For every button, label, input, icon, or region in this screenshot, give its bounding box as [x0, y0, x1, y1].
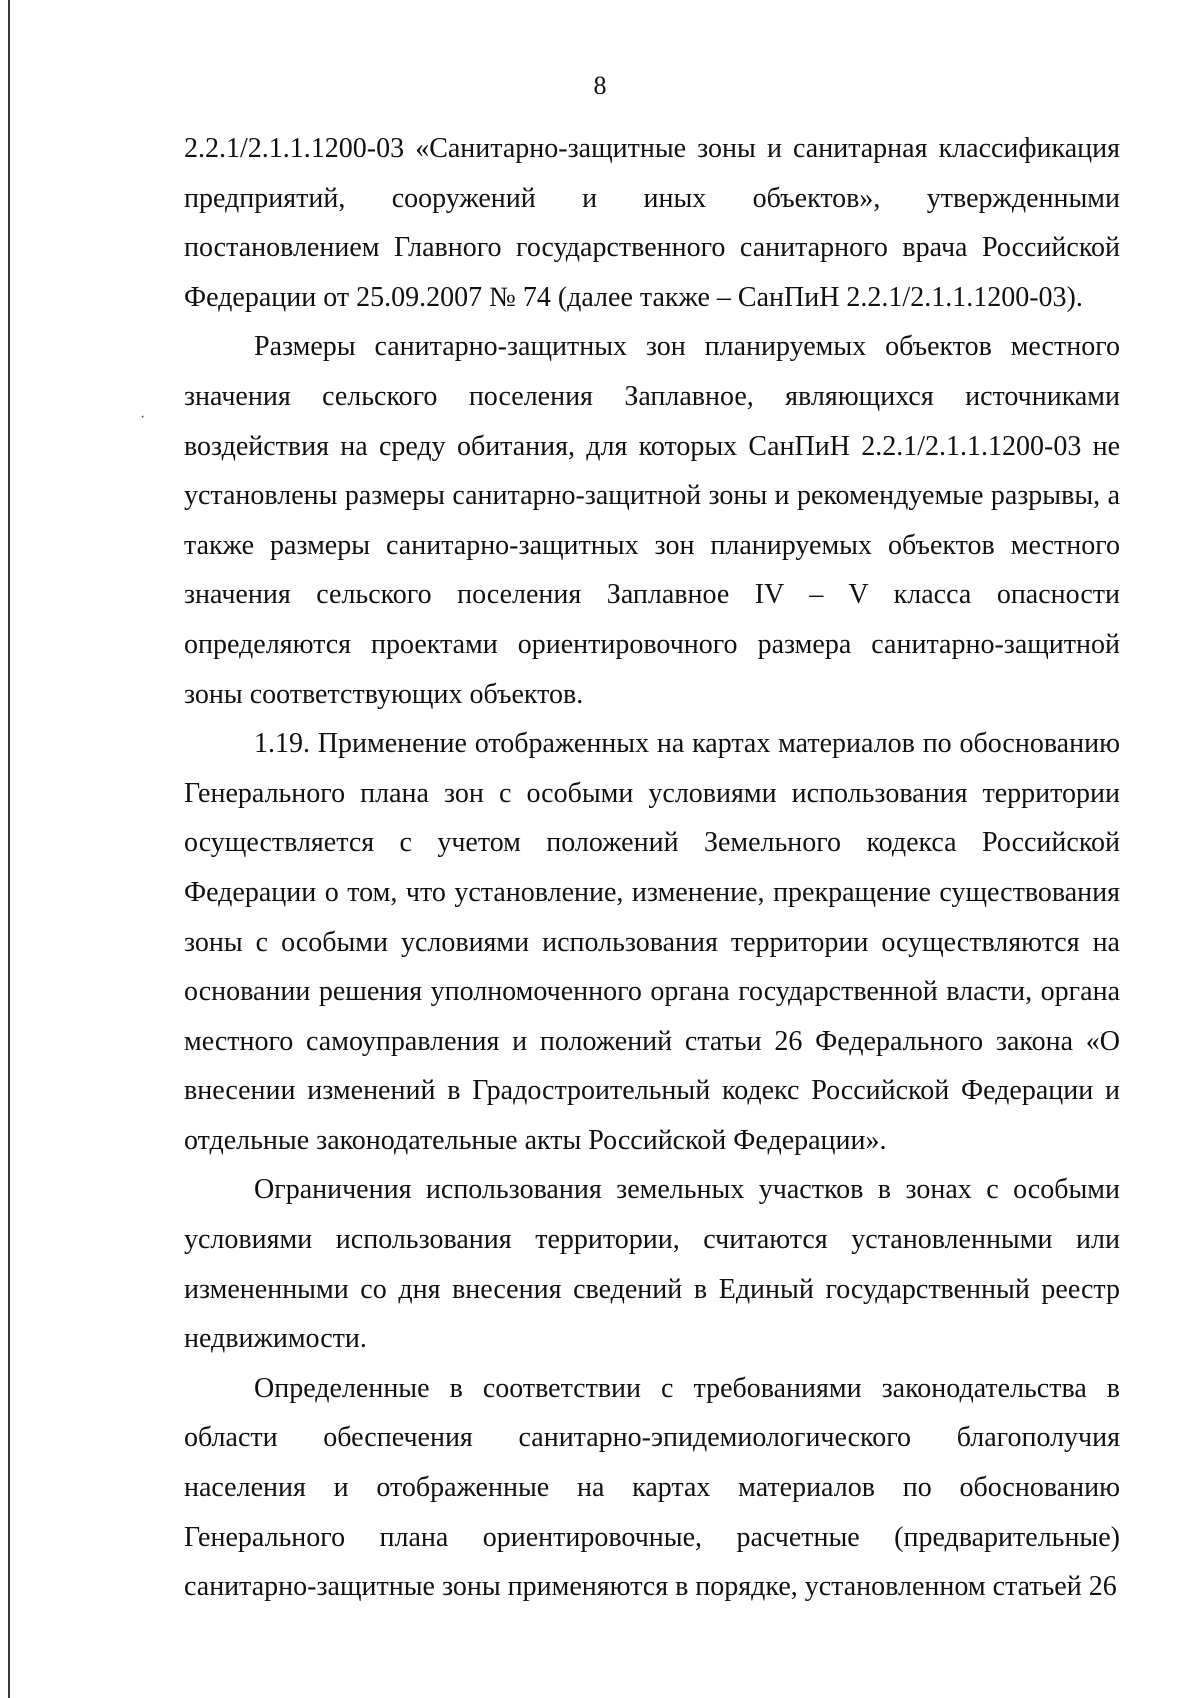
paragraph-defined-sanitary-zones: Определенные в соответствии с требованиями законодательства в области обеспечения санитарно-эпидемиологического благополучия населения и отображенные на картах материалов по обоснованию Генерального плана ориентировочные, расчетные (предварительные) санитарно-защитные зоны применяются в порядке, установленном статьей 26 — [184, 1372, 1120, 1603]
paragraph-sanitary-zone-sizes: Размеры санитарно-защитных зон планируемых объектов местного значения сельского поселения Заплавное, являющихся источниками воздействия на среду обитания, для которых СанПиН 2.2.1/2.1.1.1200-03 не установлены размеры санитарно-защитной зоны и рекомендуемые разрывы, а также размеры санитарно-защитных зон планируемых объектов местного значения сельского поселения Заплавное IV – V класса опасности определяются проектами ориентировочного размера санитарно-защитной зоны соответствующих объектов. — [184, 331, 1120, 710]
page-edge-line — [8, 0, 10, 1698]
stray-mark: · — [140, 409, 146, 426]
paragraph-land-use-restrictions: Ограничения использования земельных участков в зонах с особыми условиями использования территории, считаются установленными или измененными со дня внесения сведений в Единый государственный реестр недвижимости. — [184, 1174, 1120, 1355]
paragraph-1-19: 1.19. Применение отображенных на картах материалов по обоснованию Генерального плана зон с особыми условиями использования территории осуществляется с учетом положений Земельного кодекса Российской Федерации о том, что установление, изменение, прекращение существования зоны с особыми условиями использования территории осуществляются на основании решения уполномоченного органа государственной власти, органа местного самоуправления и положений статьи 26 Федерального закона «О внесении изменений в Градостроительный кодекс Российской Федерации и отдельные законодательные акты Российской Федерации». — [184, 728, 1120, 1156]
page-number: 8 — [593, 71, 607, 100]
document-body — [184, 124, 1120, 1612]
paragraph-continuation: 2.2.1/2.1.1.1200-03 «Санитарно-защитные зоны и санитарная классификация предприятий, сооружений и иных объектов», утвержденными постановлением Главного государственного санитарного врача Российской Федерации от 25.09.2007 № 74 (далее также – СанПиН 2.2.1/2.1.1.1200-03). — [184, 133, 1120, 313]
